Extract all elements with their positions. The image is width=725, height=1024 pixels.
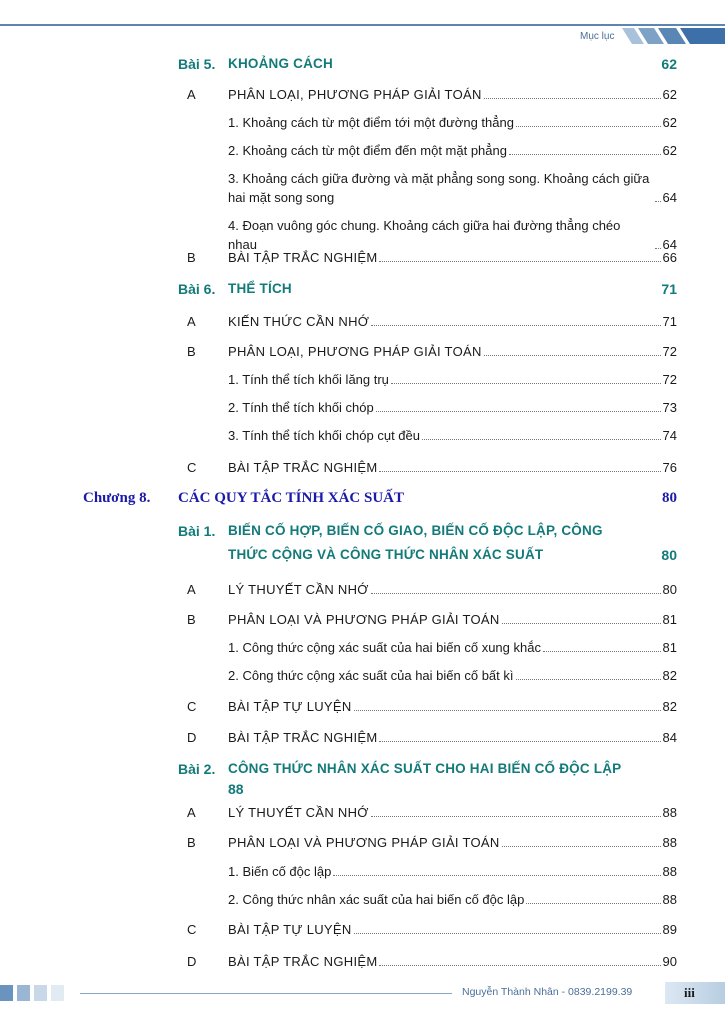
toc-entry-label: Chương 8. [83,490,151,506]
toc-entry-page: 80 [662,582,677,597]
toc-entry-page: 82 [662,668,677,683]
toc-entry-page: 62 [662,115,677,130]
toc-entry-page: 88 [662,864,677,879]
toc-entry-label: B [187,612,196,627]
toc-entry-page: 62 [662,87,677,102]
toc-entry-page: 72 [662,372,677,387]
toc-entry-page: 80 [662,490,677,506]
toc-entry-label: Bài 6. [178,281,216,297]
toc-entry-page: 66 [662,250,677,265]
toc-entry-title: 2. Công thức nhân xác suất của hai biến cố độc lập [228,892,525,907]
dot-leader [543,651,661,652]
toc-entry-page: 64 [662,237,677,252]
toc-entry-label: Bài 1. [178,523,216,539]
toc-entry-page: 62 [662,143,677,158]
toc-entry-page: 89 [662,922,677,937]
toc-entry-label: B [187,835,196,850]
toc-entry-title: THỂ TÍCH [228,281,292,296]
toc-entry-label: D [187,730,197,745]
toc-entry-page: 76 [662,460,677,475]
toc-entry-title: 1. Khoảng cách từ một điểm tới một đường thẳng [228,115,514,130]
toc-entry-title: 1. Biến cố độc lập [228,864,332,879]
dot-leader [509,154,661,155]
toc-entry-title: CÔNG THỨC NHÂN XÁC SUẤT CHO HAI BIẾN CỐ ĐỘC LẬP [228,761,622,776]
toc-entry-title: 1. Tính thể tích khối lăng trụ [228,372,389,387]
toc-entry-label: B [187,344,196,359]
toc-entry-page: 81 [662,640,677,655]
toc-entry-label: B [187,250,196,265]
toc-entry-title: PHÂN LOẠI VÀ PHƯƠNG PHÁP GIẢI TOÁN [228,835,500,850]
toc-entry-title: 3. Tính thể tích khối chóp cụt đều [228,428,420,443]
toc-entry-title: KHOẢNG CÁCH [228,56,333,71]
footer-page-box [665,982,725,1004]
header-rule [0,24,725,26]
toc-entry-page: 62 [661,56,677,72]
header-stripes-decoration [620,28,725,44]
dot-leader [379,261,660,262]
toc-entry-title: CÁC QUY TẮC TÍNH XÁC SUẤT [178,490,405,506]
toc-entry-page: 64 [662,190,677,205]
toc-entry-page: 88 [662,892,677,907]
dot-leader [516,679,661,680]
toc-entry-page: 88 [228,781,244,797]
toc-entry-page: 88 [662,805,677,820]
toc-entry-label: A [187,314,196,329]
dot-leader [379,965,660,966]
toc-entry-label: A [187,87,196,102]
dot-leader [371,325,660,326]
toc-entry-page: 81 [662,612,677,627]
toc-entry-page: 82 [662,699,677,714]
footer-square-decoration [51,985,64,1001]
toc-entry-page: 80 [661,547,677,563]
toc-entry-title: 2. Công thức cộng xác suất của hai biến cố bất kì [228,668,514,683]
dot-leader [376,411,661,412]
dot-leader [526,903,660,904]
header-section-label: Mục lục [580,31,615,42]
dot-leader [333,875,660,876]
toc-entry-title: 4. Đoạn vuông góc chung. Khoảng cách giữa hai đường thẳng chéo nhau [228,218,621,252]
toc-entry-label: D [187,954,197,969]
footer-square-decoration [34,985,47,1001]
dot-leader [371,816,661,817]
toc-entry-label: C [187,460,197,475]
toc-entry-title: BÀI TẬP TỰ LUYỆN [228,922,352,937]
dot-leader [516,126,661,127]
dot-leader [391,383,661,384]
toc-entry-title: LÝ THUYẾT CẦN NHỚ [228,805,369,820]
toc-entry-label: Bài 5. [178,56,216,72]
footer-square-decoration [17,985,30,1001]
toc-entry-title: 3. Khoảng cách giữa đường và mặt phẳng song song. Khoảng cách giữa hai mặt song song [228,171,650,205]
toc-entry-title: 2. Tính thể tích khối chóp [228,400,374,415]
toc-entry-label: C [187,699,197,714]
dot-leader [371,593,661,594]
toc-entry-label: A [187,582,196,597]
toc-entry-title: BÀI TẬP TRẮC NGHIỆM [228,460,378,475]
footer-rule [80,993,452,994]
toc-entry-title: BÀI TẬP TRẮC NGHIỆM [228,730,378,745]
toc-entry-page: 90 [662,954,677,969]
toc-entry-title: 2. Khoảng cách từ một điểm đến một mặt phẳng [228,143,507,158]
toc-entry-title: PHÂN LOẠI, PHƯƠNG PHÁP GIẢI TOÁN [228,344,482,359]
toc-entry-label: Bài 2. [178,761,216,777]
dot-leader [502,846,661,847]
toc-entry-title: BÀI TẬP TỰ LUYỆN [228,699,352,714]
toc-entry-page: 72 [662,344,677,359]
dot-leader [379,741,660,742]
dot-leader [379,471,660,472]
toc-entry-page: 73 [662,400,677,415]
footer-author: Nguyễn Thành Nhân - 0839.2199.39 [462,986,633,998]
footer-square-decoration [0,985,13,1001]
dot-leader [354,933,661,934]
toc-entry-page: 74 [662,428,677,443]
toc-entry-title: BÀI TẬP TRẮC NGHIỆM [228,954,378,969]
dot-leader [502,623,661,624]
dot-leader [655,201,661,202]
toc-entry-page: 88 [662,835,677,850]
toc-entry-title: LÝ THUYẾT CẦN NHỚ [228,582,369,597]
toc-entry-page: 71 [662,314,677,329]
toc-entry-page: 71 [661,281,677,297]
dot-leader [484,98,661,99]
toc-entry-label: A [187,805,196,820]
toc-entry-title: BIẾN CỐ HỢP, BIẾN CỐ GIAO, BIẾN CỐ ĐỘC LẬP, CÔNG THỨC CỘNG VÀ CÔNG THỨC NHÂN XÁC SUẤT [228,523,603,562]
toc-entry-title: 1. Công thức cộng xác suất của hai biến cố xung khắc [228,640,541,655]
toc-entry-title: PHÂN LOẠI VÀ PHƯƠNG PHÁP GIẢI TOÁN [228,612,500,627]
footer-page-number: iii [684,985,695,1000]
toc-entry-page: 84 [662,730,677,745]
toc-entry-title: PHÂN LOẠI, PHƯƠNG PHÁP GIẢI TOÁN [228,87,482,102]
dot-leader [484,355,661,356]
toc-entry-title: BÀI TẬP TRẮC NGHIỆM [228,250,378,265]
dot-leader [422,439,661,440]
toc-entry-label: C [187,922,197,937]
dot-leader [354,710,661,711]
toc-entry-title: KIẾN THỨC CẦN NHỚ [228,314,370,329]
